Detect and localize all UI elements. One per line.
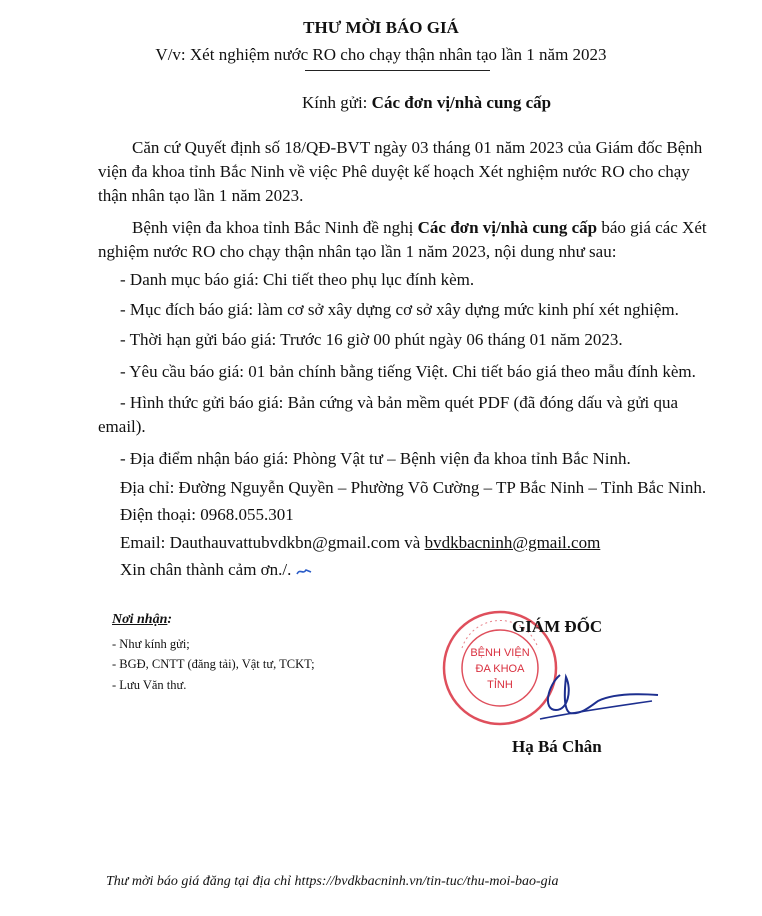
list-item-location: - Địa điểm nhận báo giá: Phòng Vật tư – Bệnh viện đa khoa tỉnh Bắc Ninh. <box>120 449 631 468</box>
para2-line1-bold: Các đơn vị/nhà cung cấp <box>417 218 598 237</box>
para2-line1-pre: Bệnh viện đa khoa tỉnh Bắc Ninh đề nghị <box>132 218 418 237</box>
stamp-line2: ĐA KHOA <box>475 663 525 675</box>
document-subject: V/v: Xét nghiệm nước RO cho chạy thận nhân tạo lần 1 năm 2023 <box>155 45 607 64</box>
subject-underline <box>305 70 490 71</box>
greeting <box>302 93 551 113</box>
footer-note: Thư mời báo giá đăng tại địa chỉ https://bvdkbacninh.vn/tin-tuc/thu-moi-bao-gia <box>106 874 559 889</box>
recipients-colon: : <box>167 612 173 627</box>
signature-image <box>520 655 660 735</box>
para2-line1-post: báo giá các Xét <box>597 218 707 237</box>
thanks-line <box>120 560 312 580</box>
director-title: GIÁM ĐỐC <box>512 617 603 636</box>
list-item-deadline: - Thời hạn gửi báo giá: Trước 16 giờ 00 phút ngày 06 tháng 01 năm 2023. <box>120 330 623 349</box>
para2-line1 <box>132 218 707 238</box>
list-item-purpose: - Mục đích báo giá: làm cơ sở xây dựng cơ sở xây dựng mức kinh phí xét nghiệm. <box>120 300 679 319</box>
para1-line2: viện đa khoa tỉnh Bắc Ninh về việc Phê duyệt kế hoạch Xét nghiệm nước RO cho chạy <box>98 162 690 181</box>
greeting-recipient: Các đơn vị/nhà cung cấp <box>371 93 552 112</box>
greeting-prefix: Kính gửi: <box>302 93 372 112</box>
list-item-form-line1: - Hình thức gửi báo giá: Bản cứng và bản mềm quét PDF (đã đóng dấu và gửi qua <box>120 393 679 412</box>
stamp-line3: TỈNH <box>487 679 513 691</box>
para1-line1: Căn cứ Quyết định số 18/QĐ-BVT ngày 03 tháng 01 năm 2023 của Giám đốc Bệnh <box>132 138 703 157</box>
recipient-item: - BGĐ, CNTT (đăng tải), Vật tư, TCKT; <box>112 657 315 671</box>
recipients-title: Nơi nhận <box>112 612 168 627</box>
document-title: THƯ MỜI BÁO GIÁ <box>303 18 459 37</box>
phone-line: Điện thoại: 0968.055.301 <box>120 505 294 524</box>
stamp-line1: BỆNH VIỆN <box>470 647 530 659</box>
recipient-item: - Lưu Văn thư. <box>112 678 187 692</box>
para1-line3: thận nhân tạo lần 1 năm 2023. <box>98 186 304 205</box>
thanks-text: Xin chân thành cảm ơn./. <box>120 560 292 579</box>
director-name: Hạ Bá Chân <box>512 737 602 756</box>
list-item-form-line2: email). <box>98 417 146 436</box>
recipient-item: - Như kính gửi; <box>112 637 190 651</box>
recipients-heading <box>112 612 172 628</box>
email-prefix: Email: Dauthauvattubvdkbn@gmail.com và <box>120 533 425 552</box>
pen-mark-icon <box>296 566 312 576</box>
list-item-requirement: - Yêu cầu báo giá: 01 bản chính bằng tiếng Việt. Chi tiết báo giá theo mẫu đính kèm. <box>120 362 696 381</box>
para2-line2: nghiệm nước RO cho chạy thận nhân tạo lần 1 năm 2023, nội dung như sau: <box>98 242 617 261</box>
list-item-catalog: - Danh mục báo giá: Chi tiết theo phụ lục đính kèm. <box>120 270 475 289</box>
address-line: Địa chỉ: Đường Nguyễn Quyền – Phường Võ Cường – TP Bắc Ninh – Tỉnh Bắc Ninh. <box>120 478 707 497</box>
email-line <box>120 533 600 553</box>
email-link[interactable]: bvdkbacninh@gmail.com <box>424 533 601 552</box>
